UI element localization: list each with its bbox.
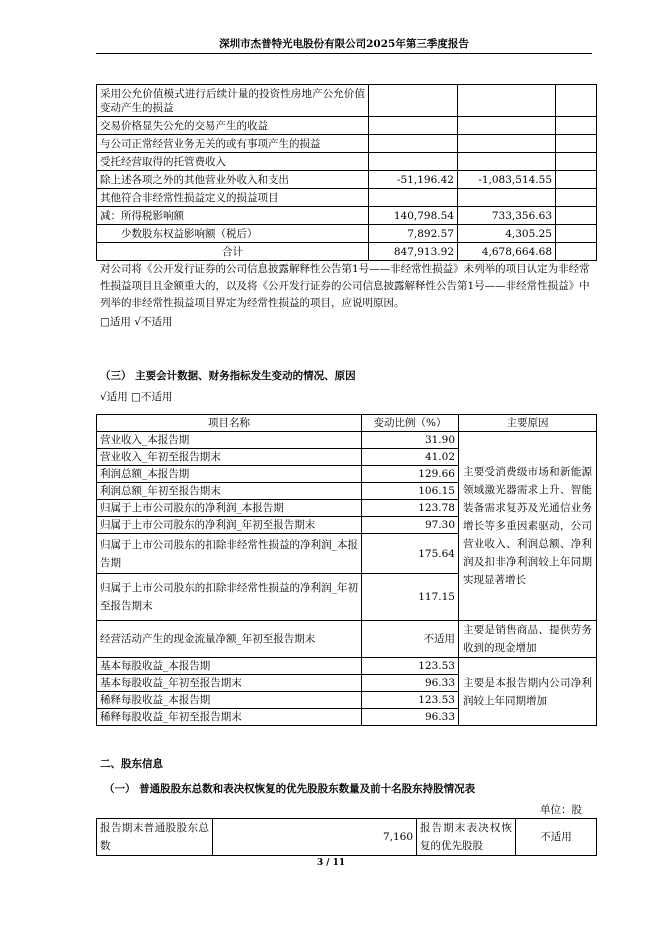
ratio-cell: 123.78	[362, 500, 459, 517]
ratio-cell: 129.66	[362, 466, 459, 483]
shareholder-count-table	[96, 818, 597, 856]
current-cell	[369, 135, 458, 153]
ratio-cell: 106.15	[362, 483, 459, 500]
report-header: 深圳市杰普特光电股份有限公司2025年第三季度报告	[219, 38, 469, 50]
value-cell: 不适用	[516, 819, 597, 856]
current-cell	[369, 189, 458, 207]
item-cell: 除上述各项之外的其他营业外收入和支出	[97, 171, 369, 189]
ytd-cell	[458, 153, 556, 171]
item-cell: 与公司正常经营业务无关的或有事项产生的损益	[97, 135, 369, 153]
item-cell: 稀释每股收益_本报告期	[97, 692, 362, 709]
unit-label: 单位：股	[540, 804, 582, 816]
reason-cell: 主要受消费级市场和新能源领域激光器需求上升、智能装备需求复苏及光通信业务增长等多重因素驱动，公司营业收入、利润总额、净利润及扣非净利润较上年同期实现显著增长	[459, 432, 597, 621]
ratio-cell: 41.02	[362, 449, 459, 466]
table-row	[97, 171, 597, 189]
table-row	[97, 135, 597, 153]
item-cell: 营业收入_年初至报告期末	[97, 449, 362, 466]
ratio-cell: 31.90	[362, 432, 459, 449]
ratio-cell: 175.64	[362, 534, 459, 574]
current-cell	[369, 153, 458, 171]
item-cell: 利润总额_年初至报告期末	[97, 483, 362, 500]
table-row	[97, 621, 597, 658]
ytd-cell: 733,356.63	[458, 207, 556, 225]
note-cell	[556, 243, 597, 261]
section-title: 二、股东信息	[100, 758, 163, 770]
table-row	[97, 225, 597, 243]
table-header-row	[97, 415, 597, 432]
section-title: （三） 主要会计数据、财务指标发生变动的情况、原因	[100, 370, 356, 382]
item-cell: 其他符合非经常性损益定义的损益项目	[97, 189, 369, 207]
item-cell: 经营活动产生的现金流量净额_年初至报告期末	[97, 621, 362, 658]
header-rule	[96, 53, 592, 54]
note-cell	[556, 225, 597, 243]
reason-cell: 主要是本报告期内公司净利润较上年同期增加	[459, 658, 597, 726]
applicability-status: □适用 √不适用	[100, 316, 173, 328]
ytd-cell	[458, 85, 556, 117]
ratio-cell: 96.33	[362, 709, 459, 726]
item-cell: 营业收入_本报告期	[97, 432, 362, 449]
ratio-cell: 123.53	[362, 692, 459, 709]
table-row	[97, 117, 597, 135]
current-cell: -51,196.42	[369, 171, 458, 189]
note-cell	[556, 153, 597, 171]
item-cell: 归属于上市公司股东的扣除非经常性损益的净利润_年初至报告期末	[97, 574, 362, 621]
item-cell: 基本每股收益_年初至报告期末	[97, 675, 362, 692]
item-cell: 减：所得税影响额	[97, 207, 369, 225]
current-cell	[369, 117, 458, 135]
column-header: 变动比例（%）	[362, 415, 459, 432]
reason-cell: 主要是销售商品、提供劳务收到的现金增加	[459, 621, 597, 658]
note-cell	[556, 207, 597, 225]
label-cell: 报告期末普通股股东总数	[97, 819, 213, 856]
table-row	[97, 153, 597, 171]
note-cell	[556, 135, 597, 153]
item-cell: 交易价格显失公允的交易产生的收益	[97, 117, 369, 135]
column-header: 项目名称	[97, 415, 362, 432]
ratio-cell: 97.30	[362, 517, 459, 534]
section-subtitle: （一） 普通股股东总数和表决权恢复的优先股股东数量及前十名股东持股情况表	[104, 783, 476, 795]
column-header: 主要原因	[459, 415, 597, 432]
page-number: 3 / 11	[316, 858, 346, 868]
table-row	[97, 85, 597, 117]
ratio-cell: 不适用	[362, 621, 459, 658]
ytd-cell	[458, 189, 556, 207]
ytd-cell: -1,083,514.55	[458, 171, 556, 189]
item-cell: 基本每股收益_本报告期	[97, 658, 362, 675]
table-row	[97, 819, 597, 856]
nonrecurring-table	[96, 84, 597, 261]
current-cell: 140,798.54	[369, 207, 458, 225]
changes-table	[96, 414, 597, 726]
note-cell	[556, 189, 597, 207]
current-cell: 847,913.92	[369, 243, 458, 261]
table-row	[97, 207, 597, 225]
note-cell	[556, 117, 597, 135]
table-row	[97, 189, 597, 207]
item-cell: 利润总额_本报告期	[97, 466, 362, 483]
item-cell: 归属于上市公司股东的净利润_年初至报告期末	[97, 517, 362, 534]
ytd-cell	[458, 117, 556, 135]
ratio-cell: 117.15	[362, 574, 459, 621]
ytd-cell: 4,678,664.68	[458, 243, 556, 261]
note-cell	[556, 171, 597, 189]
label-cell: 报告期末表决权恢复的优先股股	[417, 819, 516, 856]
value-cell: 7,160	[213, 819, 417, 856]
table-row	[97, 658, 597, 675]
current-cell	[369, 85, 458, 117]
total-row	[97, 243, 597, 261]
ratio-cell: 123.53	[362, 658, 459, 675]
item-cell: 采用公允价值模式进行后续计量的投资性房地产公允价值变动产生的损益	[97, 85, 369, 117]
total-label: 合计	[97, 243, 369, 261]
note-cell	[556, 85, 597, 117]
ytd-cell	[458, 135, 556, 153]
item-cell: 稀释每股收益_年初至报告期末	[97, 709, 362, 726]
ratio-cell: 96.33	[362, 675, 459, 692]
item-cell: 归属于上市公司股东的净利润_本报告期	[97, 500, 362, 517]
item-cell: 归属于上市公司股东的扣除非经常性损益的净利润_本报告期	[97, 534, 362, 574]
current-cell: 7,892.57	[369, 225, 458, 243]
item-cell: 受托经营取得的托管费收入	[97, 153, 369, 171]
applicability-status: √适用 □不适用	[100, 391, 173, 403]
table-row	[97, 432, 597, 449]
explanation-paragraph: 对公司将《公开发行证券的公司信息披露解释性公告第1号——非经常性损益》未列举的项目认定为非经常性损益项目且金额重大的，以及将《公开发行证券的公司信息披露解释性公告第1号——非经常性损益》中列举的非经常性损益项目界定为经常性损益的项目，应说明原因。	[100, 263, 590, 309]
item-cell: 少数股东权益影响额（税后）	[97, 225, 369, 243]
ytd-cell: 4,305.25	[458, 225, 556, 243]
